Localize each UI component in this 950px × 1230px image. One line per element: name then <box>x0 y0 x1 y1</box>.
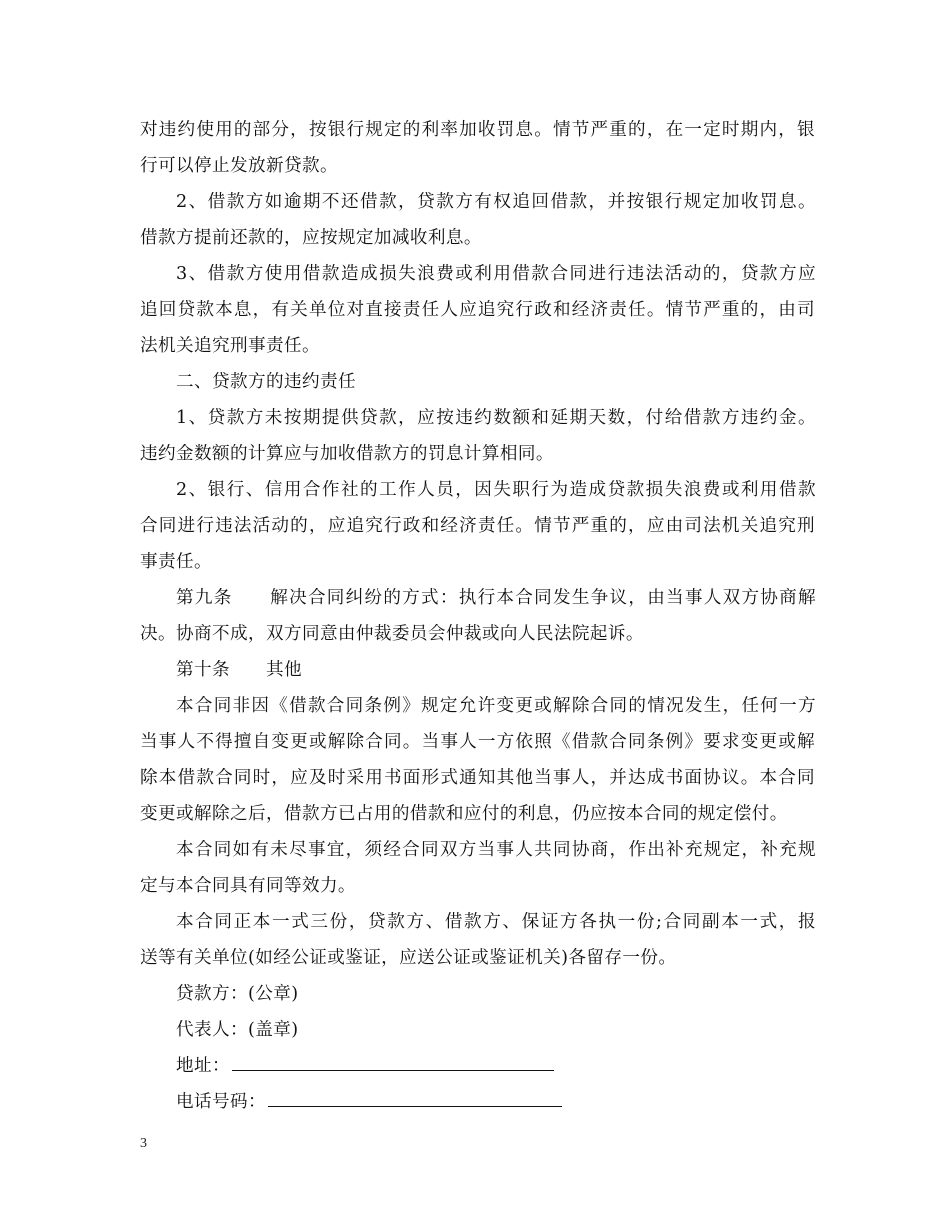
paragraph-line: 送等有关单位(如经公证或鉴证，应送公证或鉴证机关)各留存一份。 <box>140 948 677 968</box>
paragraph-line: 事责任。 <box>140 552 212 572</box>
paragraph-line: 追回贷款本息，有关单位对直接责任人应追究行政和经济责任。情节严重的，由司 <box>140 300 815 320</box>
lender-seal-line: 贷款方：(公章) <box>176 984 299 1004</box>
article-ten-heading: 第十条 其他 <box>176 660 302 680</box>
address-blank[interactable] <box>232 1055 554 1071</box>
paragraph-line: 违约金数额的计算应与加收借款方的罚息计算相同。 <box>140 444 554 464</box>
page-number: 3 <box>140 1136 147 1151</box>
paragraph-line: 对违约使用的部分，按银行规定的利率加收罚息。情节严重的，在一定时期内，银 <box>140 120 815 140</box>
paragraph-line: 决。协商不成，双方同意由仲裁委员会仲裁或向人民法院起诉。 <box>140 624 644 644</box>
paragraph-line: 除本借款合同时，应及时采用书面形式通知其他当事人，并达成书面协议。本合同 <box>140 768 815 788</box>
section-heading: 二、贷款方的违约责任 <box>176 372 356 392</box>
paragraph-line: 本合同非因《借款合同条例》规定允许变更或解除合同的情况发生，任何一方 <box>176 696 816 716</box>
phone-blank[interactable] <box>268 1091 562 1107</box>
paragraph-line: 定与本合同具有同等效力。 <box>140 876 356 896</box>
paragraph-line: 变更或解除之后，借款方已占用的借款和应付的利息，仍应按本合同的规定偿付。 <box>140 804 788 824</box>
paragraph-line: 本合同如有未尽事宜，须经合同双方当事人共同协商，作出补充规定，补充规 <box>176 840 816 860</box>
article-nine-line: 第九条 解决合同纠纷的方式：执行本合同发生争议，由当事人双方协商解 <box>176 588 816 608</box>
paragraph-line: 2、银行、信用合作社的工作人员，因失职行为造成贷款损失浪费或利用借款 <box>176 480 816 500</box>
paragraph-line: 3、借款方使用借款造成损失浪费或利用借款合同进行违法活动的，贷款方应 <box>176 264 816 284</box>
paragraph-line: 当事人不得擅自变更或解除合同。当事人一方依照《借款合同条例》要求变更或解 <box>140 732 815 752</box>
phone-line <box>176 1091 816 1113</box>
paragraph-line: 2、借款方如逾期不还借款，贷款方有权追回借款，并按银行规定加收罚息。 <box>176 192 816 212</box>
address-label: 地址： <box>176 1056 230 1076</box>
paragraph-line: 借款方提前还款的，应按规定加减收利息。 <box>140 228 482 248</box>
paragraph-line: 1、贷款方未按期提供贷款，应按违约数额和延期天数，付给借款方违约金。 <box>176 408 816 428</box>
representative-seal-line: 代表人：(盖章) <box>176 1020 299 1040</box>
paragraph-line: 行可以停止发放新贷款。 <box>140 156 338 176</box>
address-line <box>176 1055 816 1077</box>
paragraph-line: 本合同正本一式三份，贷款方、借款方、保证方各执一份;合同副本一式，报 <box>176 912 816 932</box>
phone-label: 电话号码： <box>176 1092 266 1112</box>
paragraph-line: 合同进行违法活动的，应追究行政和经济责任。情节严重的，应由司法机关追究刑 <box>140 516 815 536</box>
paragraph-line: 法机关追究刑事责任。 <box>140 336 320 356</box>
